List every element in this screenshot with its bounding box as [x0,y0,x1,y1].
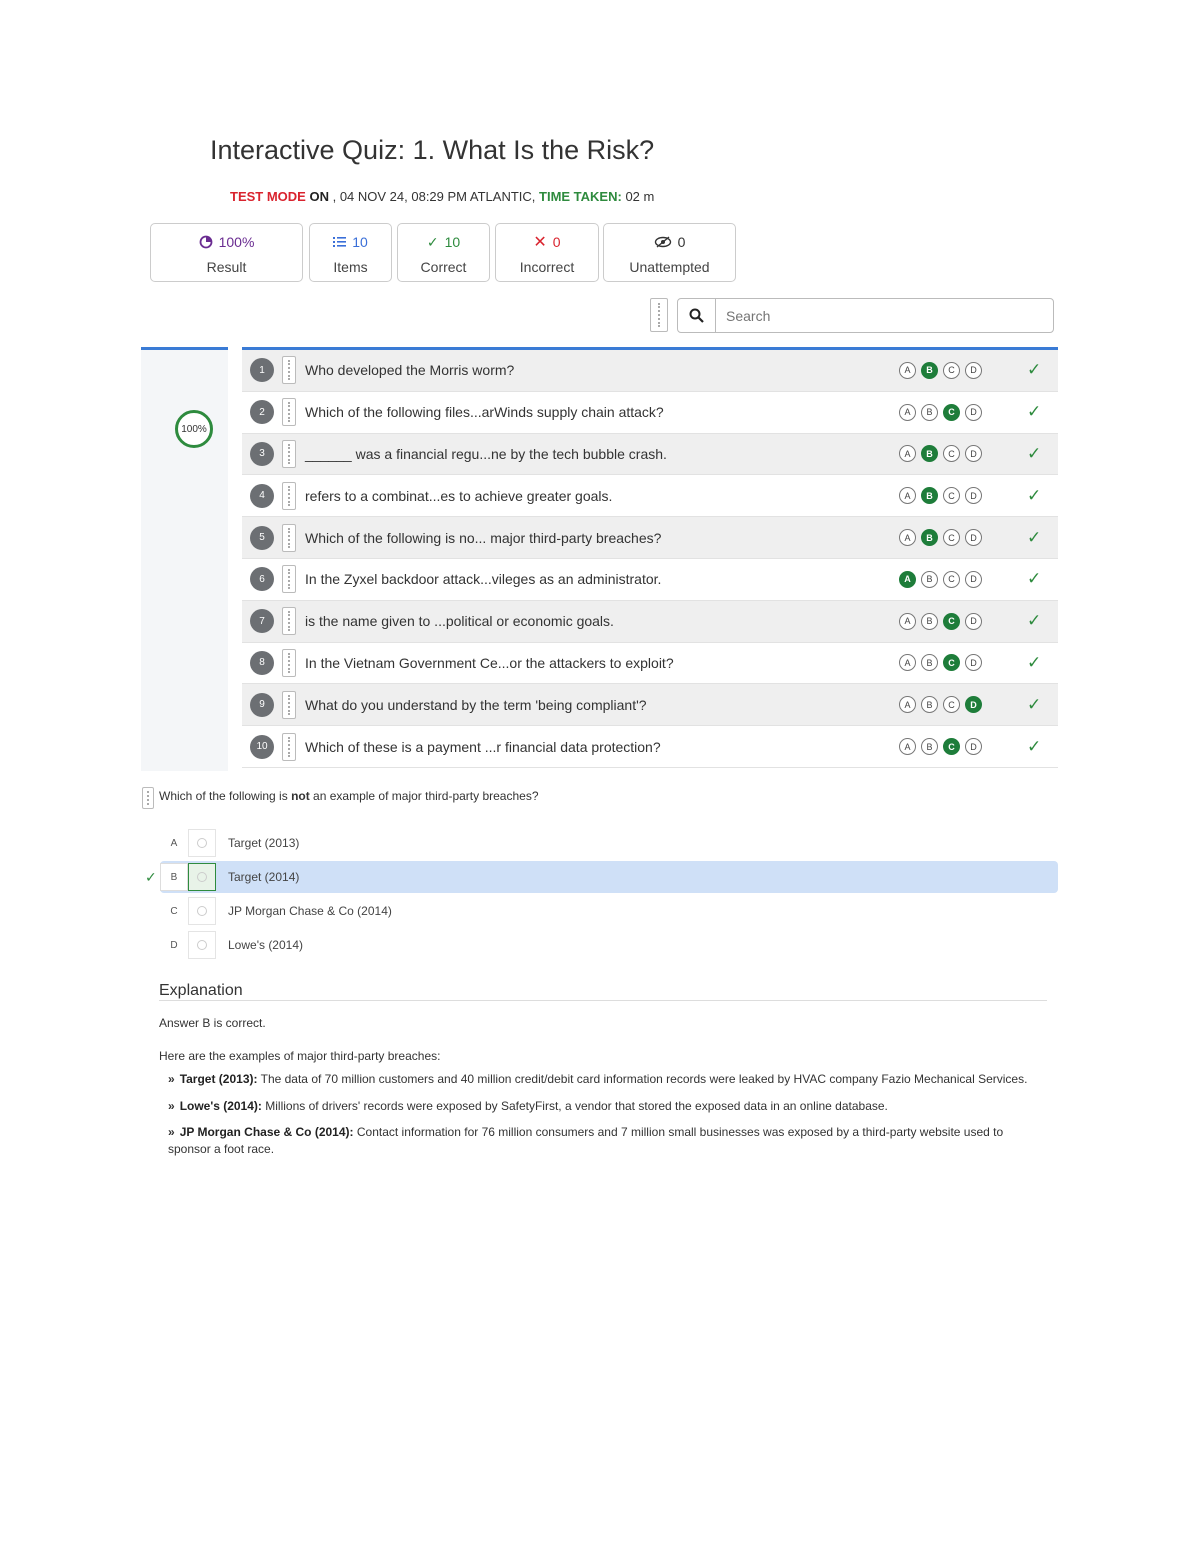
question-row[interactable] [242,684,1058,726]
option-bubble: B [921,529,938,546]
explanation-divider [159,1000,1047,1001]
mode-label: TEST MODE [230,189,306,204]
question-text[interactable]: What do you understand by the term 'being compliant'? [305,696,647,713]
check-icon: ✓ [1027,443,1042,463]
option-bubble: B [921,571,938,588]
explanation-intro: Here are the examples of major third-party breaches: [159,1049,441,1063]
answer-options [899,445,982,462]
question-row[interactable] [242,392,1058,434]
page-title: Interactive Quiz: 1. What Is the Risk? [210,135,655,165]
search-bar [677,298,1054,333]
question-text[interactable]: Which of the following files...arWinds supply chain attack? [305,404,664,421]
search-button[interactable] [678,299,716,332]
question-row[interactable] [242,350,1058,392]
answer-letter: A [170,837,178,849]
question-text[interactable]: is the name given to ...political or economic goals. [305,613,614,630]
stat-result-label: Result [206,259,247,275]
bookmark-icon[interactable] [282,733,296,761]
answer-options [899,362,982,379]
question-text[interactable]: Who developed the Morris worm? [305,362,515,379]
question-number[interactable]: 2 [250,400,274,424]
question-text[interactable]: Which of the following is no... major third-party breaches? [305,529,662,546]
question-number[interactable]: 10 [250,735,274,759]
question-row[interactable] [242,643,1058,685]
list-icon [333,236,346,248]
answer-option-b[interactable] [160,861,1058,893]
check-icon: ✓ [426,233,439,250]
option-bubble: C [943,445,960,462]
answer-text: Lowe's (2014) [228,938,303,952]
stat-correct-label: Correct [420,259,467,275]
question-text[interactable]: In the Vietnam Government Ce...or the attackers to exploit? [305,654,674,671]
stat-incorrect-value: 0 [552,234,561,250]
question-text[interactable]: ______ was a financial regu...ne by the tech bubble crash. [305,445,667,462]
option-bubble: B [921,487,938,504]
question-number[interactable]: 8 [250,651,274,675]
bookmark-icon[interactable] [282,691,296,719]
stat-items-value: 10 [352,234,368,250]
bullet-text: The data of 70 million customers and 40 million credit/debit card information records were leaked by HVAC company Fazio Mechanical Services. [257,1072,1028,1086]
stat-unattempted-label: Unattempted [629,259,710,275]
answer-options [899,738,982,755]
option-bubble: C [943,529,960,546]
stat-result[interactable] [150,223,303,282]
option-bubble: A [899,404,916,421]
option-bubble: D [965,529,982,546]
question-number[interactable]: 7 [250,609,274,633]
option-bubble: D [965,487,982,504]
check-icon: ✓ [1027,569,1042,589]
option-bubble: D [965,404,982,421]
stat-items-label: Items [333,259,368,275]
answer-radio[interactable] [188,897,216,925]
search-icon [689,308,704,323]
question-row[interactable] [242,559,1058,601]
mode-value: ON [309,189,329,204]
option-bubble: C [943,404,960,421]
bookmark-icon[interactable] [282,356,296,384]
explanation-bullet [168,1124,1038,1158]
check-icon: ✓ [1027,694,1042,714]
chevron-right-icon: » [168,1072,175,1086]
answer-option-a[interactable] [160,827,1058,859]
answer-text: JP Morgan Chase & Co (2014) [228,904,392,918]
question-text[interactable]: In the Zyxel backdoor attack...vileges as an administrator. [305,571,662,588]
option-bubble: A [899,445,916,462]
answer-letter: B [160,863,188,891]
answer-text: Target (2014) [228,870,300,884]
option-bubble: A [899,738,916,755]
check-icon: ✓ [1027,527,1042,547]
option-bubble: A [899,529,916,546]
option-bubble: C [943,738,960,755]
question-row[interactable] [242,601,1058,643]
question-number[interactable]: 3 [250,442,274,466]
stat-unattempted-value: 0 [677,234,686,250]
bullet-label: JP Morgan Chase & Co (2014): [179,1125,354,1139]
option-bubble: B [921,445,938,462]
bookmark-icon[interactable] [282,524,296,552]
stat-result-value: 100% [218,234,255,250]
answer-option-c[interactable] [160,895,1058,927]
option-bubble: C [943,487,960,504]
question-row[interactable] [242,517,1058,559]
cross-icon: ✕ [533,234,547,251]
explanation-answer: Answer B is correct. [159,1016,266,1030]
detail-question-post: an example of major third-party breaches? [309,789,539,803]
pie-chart-icon [199,235,213,249]
bookmark-icon[interactable] [282,565,296,593]
detail-question [159,789,539,803]
option-bubble: D [965,613,982,630]
option-bubble: B [921,362,938,379]
option-bubble: C [943,696,960,713]
option-bubble: D [965,654,982,671]
eye-slash-icon [654,236,672,248]
answer-radio[interactable] [188,829,216,857]
stat-correct-value: 10 [444,234,461,250]
answer-options [899,487,982,504]
detail-question-pre: Which of the following is [159,789,292,803]
answer-options [899,571,982,588]
bookmark-icon[interactable] [282,398,296,426]
question-row[interactable] [242,726,1058,768]
question-number[interactable]: 5 [250,526,274,550]
option-bubble: A [899,487,916,504]
check-icon: ✓ [1027,652,1042,672]
test-date: , 04 NOV 24, 08:29 PM ATLANTIC, [332,189,536,204]
option-bubble: C [943,613,960,630]
bookmark-icon[interactable] [282,649,296,677]
progress-panel [141,347,228,771]
answer-options [899,529,982,546]
question-number[interactable]: 9 [250,693,274,717]
bullet-label: Lowe's (2014): [179,1099,262,1113]
question-text[interactable]: Which of these is a payment ...r financial data protection? [305,738,661,755]
stat-correct[interactable] [397,223,490,282]
question-list [242,347,1058,768]
check-icon: ✓ [1027,402,1042,422]
option-bubble: D [965,362,982,379]
option-bubble: C [943,654,960,671]
question-row[interactable] [242,475,1058,517]
option-bubble: A [899,362,916,379]
option-bubble: B [921,613,938,630]
option-bubble: D [965,571,982,588]
answer-options [899,654,982,671]
answer-options [899,613,982,630]
answer-letter: C [170,905,178,917]
option-bubble: B [921,696,938,713]
explanation-bullet [168,1071,1038,1088]
option-bubble: D [965,738,982,755]
explanation-bullet [168,1098,1038,1115]
chevron-right-icon: » [168,1099,175,1113]
stat-incorrect-label: Incorrect [519,259,575,275]
question-number[interactable]: 6 [250,567,274,591]
bullet-text: Contact information for 76 million consumers and 7 million small businesses was exposed by a third-party website used to sponsor a foot race. [168,1125,1004,1156]
check-icon: ✓ [1027,485,1042,505]
option-bubble: D [965,696,982,713]
search-input[interactable] [716,299,1053,332]
question-row[interactable] [242,434,1058,476]
option-bubble: B [921,738,938,755]
progress-ring: 100% [175,410,213,448]
stat-incorrect[interactable] [495,223,599,282]
question-text[interactable]: refers to a combinat...es to achieve greater goals. [305,487,613,504]
question-number[interactable]: 4 [250,484,274,508]
bookmark-icon[interactable] [282,440,296,468]
answer-option-d[interactable] [160,929,1058,961]
bookmark-icon[interactable] [282,607,296,635]
test-meta [230,189,654,204]
time-label: TIME TAKEN: [539,189,622,204]
answer-options [899,696,982,713]
option-bubble: C [943,362,960,379]
option-bubble: B [921,404,938,421]
stat-unattempted[interactable] [603,223,736,282]
stat-items[interactable] [309,223,392,282]
option-bubble: A [899,571,916,588]
check-icon: ✓ [1027,360,1042,380]
option-bubble: B [921,654,938,671]
answer-letter: D [170,939,178,951]
detail-question-bold: not [291,789,310,803]
explanation-heading: Explanation [159,982,243,999]
check-icon: ✓ [1027,736,1042,756]
answer-options [899,404,982,421]
bookmark-icon[interactable] [282,482,296,510]
correct-answer-check-icon: ✓ [145,869,157,885]
bullet-text: Millions of drivers' records were exposed by SafetyFirst, a vendor that stored the exposed data in an online database. [261,1099,888,1113]
answer-radio[interactable] [188,931,216,959]
question-number[interactable]: 1 [250,358,274,382]
answer-radio[interactable] [188,863,216,891]
option-bubble: D [965,445,982,462]
chevron-right-icon: » [168,1125,175,1139]
option-bubble: C [943,571,960,588]
option-bubble: A [899,654,916,671]
answer-text: Target (2013) [228,836,300,850]
bookmark-filter-icon[interactable] [650,298,668,332]
option-bubble: A [899,613,916,630]
time-value: 02 m [625,189,655,204]
option-bubble: A [899,696,916,713]
bookmark-icon[interactable] [142,787,154,809]
check-icon: ✓ [1027,611,1042,631]
bullet-label: Target (2013): [179,1072,258,1086]
